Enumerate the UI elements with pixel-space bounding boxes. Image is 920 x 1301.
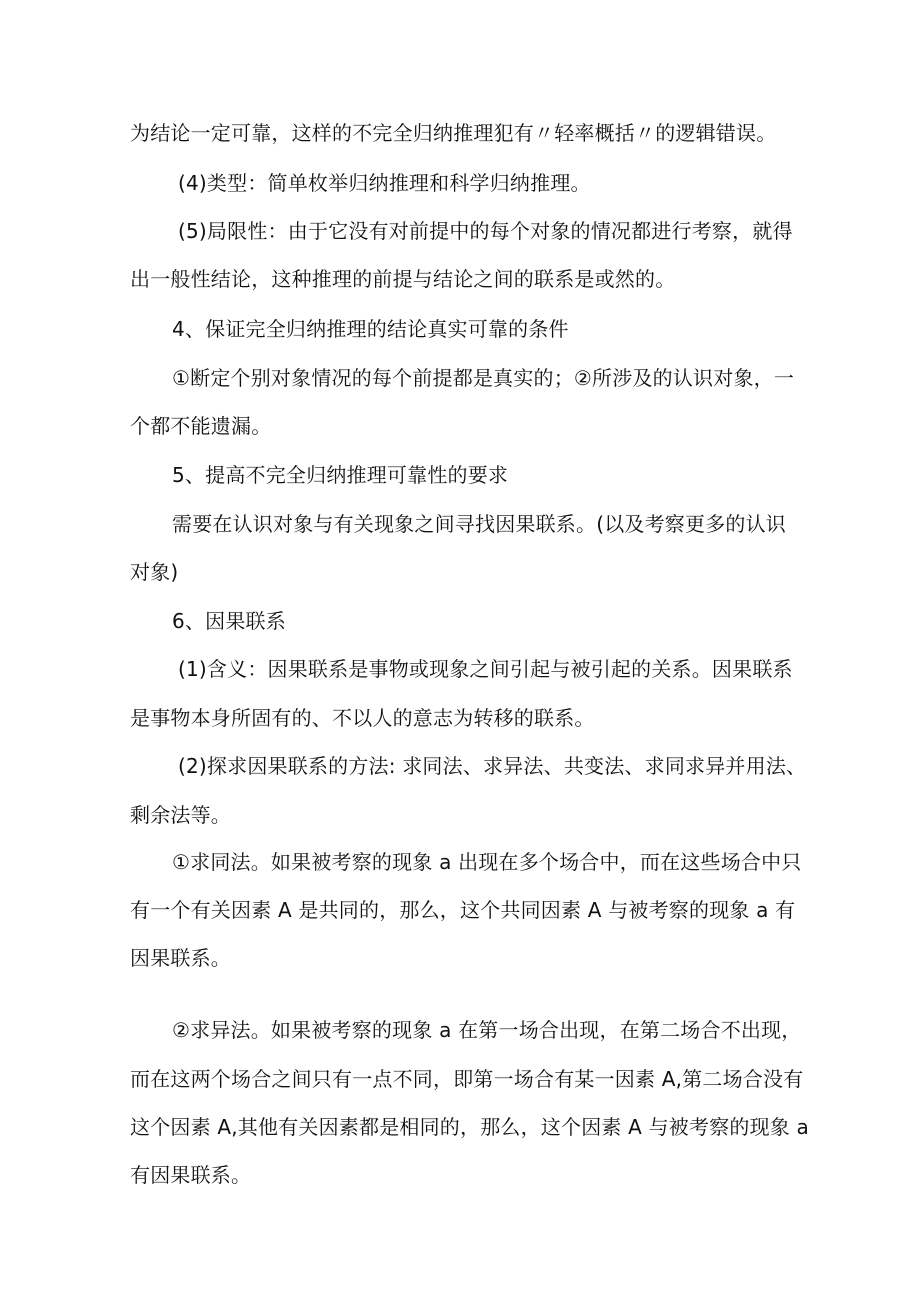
text-line-13: 是事物本身所固有的、不以人的意志为转移的联系。 bbox=[130, 706, 595, 730]
text-line-11: 6、因果联系 bbox=[172, 609, 286, 633]
text-line-12: (1)含义：因果联系是事物或现象之间引起与被引起的关系。因果联系 bbox=[178, 657, 793, 681]
text-line-6: ①断定个别对象情况的每个前提都是真实的；②所涉及的认识对象，一 bbox=[172, 366, 795, 390]
text-line-8: 5、提高不完全归纳推理可靠性的要求 bbox=[172, 463, 509, 487]
text-line-16: ①求同法。如果被考察的现象 a 出现在多个场合中，而在这些场合中只 bbox=[172, 850, 802, 874]
text-line-5: 4、保证完全归纳推理的结论真实可靠的条件 bbox=[172, 317, 569, 341]
text-line-14: (2)探求因果联系的方法: 求同法、求异法、共变法、求同求异并用法、 bbox=[178, 754, 807, 778]
text-line-2: (4)类型：简单枚举归纳推理和科学归纳推理。 bbox=[178, 171, 591, 195]
text-line-7: 个都不能遗漏。 bbox=[130, 414, 272, 438]
text-line-19: ②求异法。如果被考察的现象 a 在第一场合出现，在第二场合不出现， bbox=[172, 1018, 802, 1042]
text-line-1: 为结论一定可靠，这样的不完全归纳推理犯有〃轻率概括〃的逻辑错误。 bbox=[130, 121, 777, 145]
text-line-10: 对象) bbox=[130, 560, 179, 584]
text-line-17: 有一个有关因素 A 是共同的，那么，这个共同因素 A 与被考察的现象 a 有 bbox=[130, 898, 796, 922]
text-line-21: 这个因素 A,其他有关因素都是相同的，那么，这个因素 A 与被考察的现象 a bbox=[130, 1115, 810, 1139]
text-line-22: 有因果联系。 bbox=[130, 1163, 252, 1187]
text-line-15: 剩余法等。 bbox=[130, 803, 231, 827]
text-line-4: 出一般性结论，这种推理的前提与结论之间的联系是或然的。 bbox=[130, 267, 676, 291]
text-line-3: (5)局限性：由于它没有对前提中的每个对象的情况都进行考察，就得 bbox=[178, 219, 793, 243]
text-line-9: 需要在认识对象与有关现象之间寻找因果联系。(以及考察更多的认识 bbox=[172, 512, 787, 536]
text-line-20: 而在这两个场合之间只有一点不同，即第一场合有某一因素 A,第二场合没有 bbox=[130, 1067, 804, 1091]
text-line-18: 因果联系。 bbox=[130, 946, 231, 970]
